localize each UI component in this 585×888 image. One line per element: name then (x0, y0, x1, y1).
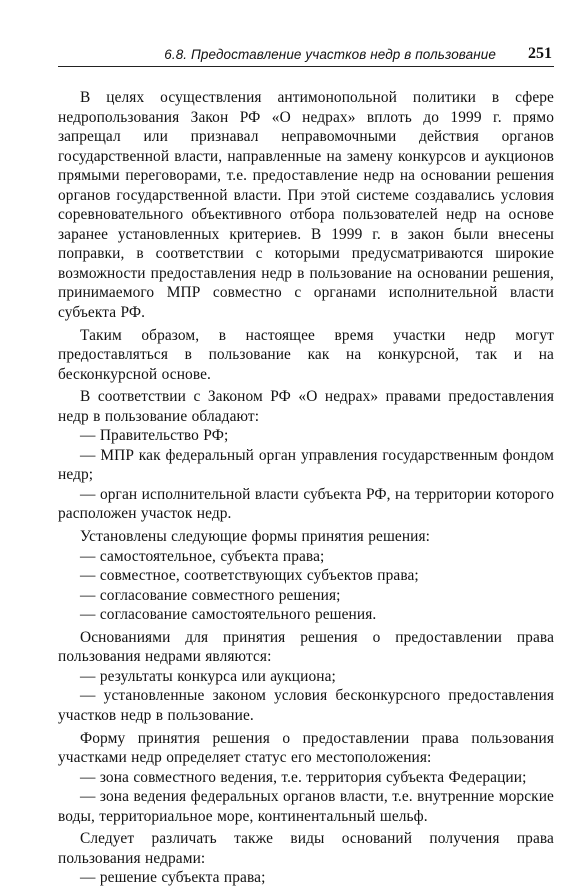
list-item-independent-approval: — согласование самостоятельного решения. (80, 606, 377, 624)
list-item-mpr: — МПР как федеральный орган управления государственным фондом недр; (58, 446, 554, 484)
list-item-government: — Правительство РФ; (80, 427, 229, 445)
paragraph-grounds-types-intro: Следует различать также виды оснований получения права пользования недрами: (58, 830, 554, 867)
list-item-independent: — самостоятельное, субъекта права; (80, 547, 325, 565)
paragraph-decision-forms-intro: Установлены следующие формы принятия решения: (80, 528, 431, 546)
paragraph-antimonopoly: В целях осуществления антимонопольной политики в сфере недропользования Закон РФ «О недрах» вплоть до 1999 г. прямо запрещал или признавал неправомочными действия органов государственной власти, направленные на замену конкурсов и аукционов прямыми переговорами, т.е. предоставление недр на основании решения органов государственной власти. При этой системе создавались условия соревновательного объективного отбора пользователей недр на основе заранее установленных критериев. В 1999 г. в закон были внесены поправки, в соответствии с которыми предусматриваются широкие возможности предоставления недр в пользование на основании решения, принимаемого МПР совместно с органами исполнительной власти субъекта РФ. (58, 89, 554, 322)
list-item-joint-approval: — согласование совместного решения; (80, 586, 341, 604)
list-item-federal-zone: — зона ведения федеральных органов власти, т.е. внутренние морские воды, территориальное море, континентальный шельф. (58, 788, 554, 825)
paragraph-rights-intro: В соответствии с Законом РФ «О недрах» правами предоставления недр в пользование обладают: (58, 388, 554, 425)
running-header (58, 46, 554, 67)
list-item-joint: — совместное, соответствующих субъектов права; (80, 567, 419, 585)
page-number: 251 (528, 45, 552, 62)
running-header-title: 6.8. Предоставление участков недр в пользование (164, 47, 496, 62)
list-item-joint-zone: — зона совместного ведения, т.е. территория субъекта Федерации; (80, 768, 527, 786)
list-item-subject-decision: — решение субъекта права; (80, 869, 266, 887)
paragraph-grounds-intro: Основаниями для принятия решения о предоставлении права пользования недрами являются: (58, 628, 554, 666)
list-item-regional-authority: — орган исполнительной власти субъекта РФ, на территории которого расположен участок недр. (58, 485, 554, 523)
paragraph-location-status-intro: Форму принятия решения о предоставлении права пользования участками недр определяет статус его местоположения: (58, 729, 554, 767)
paragraph-conclusion: Таким образом, в настоящее время участки недр могут предоставляться в пользование как на конкурсной, так и на бесконкурсной основе. (58, 326, 554, 383)
page-body (58, 88, 554, 888)
list-item-auction-results: — результаты конкурса или аукциона; (80, 667, 336, 685)
list-item-non-competitive: — установленные законом условия бесконкурсного предоставления участков недр в пользование. (58, 687, 554, 724)
